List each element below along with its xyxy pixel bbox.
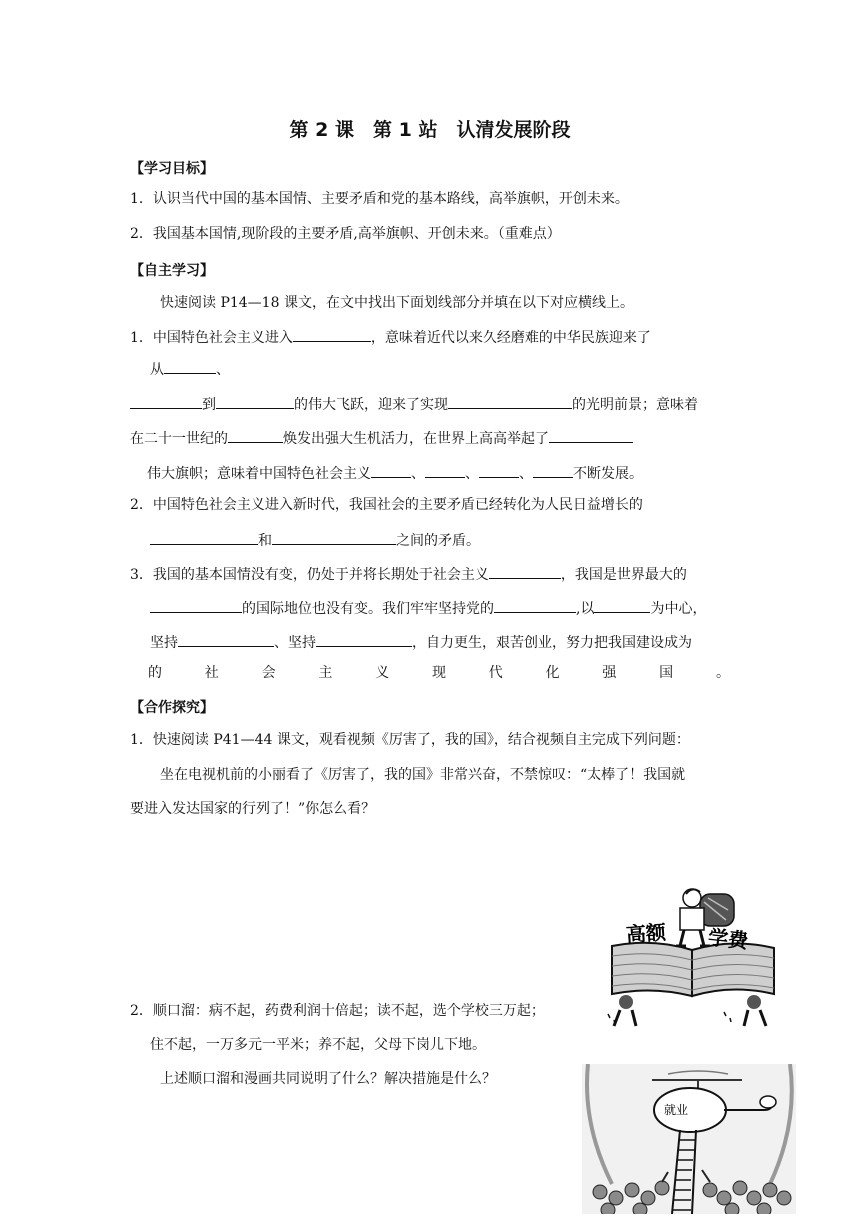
q3-line-3: 坚持 、坚持 ，自力更生，艰苦创业，努力把我国建设成为: [150, 632, 692, 652]
blank[interactable]: [150, 530, 258, 545]
coop-q2-line-2: 住不起，一万多元一平米；养不起，父母下岗儿下地。: [150, 1037, 486, 1053]
cartoon-text-right: 学费: [706, 924, 750, 954]
q1-line-3: 到 的伟大飞跃，迎来了实现 的光明前景；意味着: [130, 394, 698, 414]
q2-line-2: 和 之间的矛盾。: [150, 530, 480, 550]
q3-line-1: 3．我国的基本国情没有变，仍处于并将长期处于社会主义 ，我国是世界最大的: [130, 564, 687, 584]
q2-line-1: 2．中国特色社会主义进入新时代，我国社会的主要矛盾已经转化为人民日益增长的: [130, 497, 643, 513]
blank[interactable]: [228, 428, 283, 443]
coop-q1-para-2: 要进入发达国家的行列了！”你怎么看？: [130, 801, 376, 817]
cartoon-text-label: 就业: [664, 1103, 689, 1117]
coop-q1: 1．快速阅读 P41—44 课文，观看视频《厉害了，我的国》，结合视频自主完成下列问题：: [130, 732, 690, 748]
blank[interactable]: [448, 394, 572, 409]
blank[interactable]: [489, 564, 561, 579]
blank[interactable]: [316, 632, 412, 647]
blank[interactable]: [150, 598, 242, 613]
self-study-intro: 快速阅读 P14—18 课文，在文中找出下面划线部分并填在以下对应横线上。: [160, 295, 634, 311]
section-heading-goals: 【学习目标】: [130, 161, 214, 177]
q1-line-4: 在二十一世纪的 焕发出强大生机活力，在世界上高高举起了: [130, 428, 633, 448]
blank[interactable]: [479, 463, 519, 478]
blank[interactable]: [293, 327, 371, 342]
blank[interactable]: [494, 598, 576, 613]
blank[interactable]: [533, 463, 573, 478]
blank[interactable]: [164, 359, 216, 374]
cartoon-text-left: 高额: [625, 920, 667, 947]
coop-q2-question: 上述顺口溜和漫画共同说明了什么？解决措施是什么？: [160, 1071, 496, 1087]
blank[interactable]: [216, 394, 294, 409]
q1-line-1: 1．中国特色社会主义进入 ，意味着近代以来久经磨难的中华民族迎来了: [130, 327, 651, 347]
section-heading-self-study: 【自主学习】: [130, 263, 214, 279]
page-title: 第 2 课 第 1 站 认清发展阶段: [289, 119, 571, 141]
q3-line-4: 的 社 会 主 义 现 代 化 强 国 。: [148, 665, 730, 681]
blank[interactable]: [272, 530, 396, 545]
coop-q2-line-1: 2．顺口溜：病不起，药费利润十倍起；读不起，选个学校三万起；: [130, 1003, 545, 1019]
q1-line-2: 从 、: [150, 359, 230, 379]
blank[interactable]: [130, 394, 202, 409]
q3-line-2: 的国际地位也没有变。我们牢牢坚持党的 ,以 为中心，: [150, 598, 706, 618]
blank[interactable]: [425, 463, 465, 478]
blank[interactable]: [594, 598, 650, 613]
coop-q1-para-1: 坐在电视机前的小丽看了《厉害了，我的国》非常兴奋，不禁惊叹：“太棒了！我国就: [160, 767, 686, 783]
blank[interactable]: [549, 428, 633, 443]
blank[interactable]: [178, 632, 274, 647]
goal-1: 1．认识当代中国的基本国情、主要矛盾和党的基本路线，高举旗帜，开创未来。: [130, 191, 629, 207]
section-heading-coop: 【合作探究】: [130, 700, 214, 716]
q1-line-5: 伟大旗帜；意味着中国特色社会主义 、 、 、 不断发展。: [147, 463, 643, 483]
employment-cartoon: [582, 1064, 796, 1214]
blank[interactable]: [371, 463, 411, 478]
tuition-cartoon: [604, 884, 786, 1034]
goal-2: 2．我国基本国情,现阶段的主要矛盾,高举旗帜、开创未来。（重难点）: [130, 226, 561, 242]
